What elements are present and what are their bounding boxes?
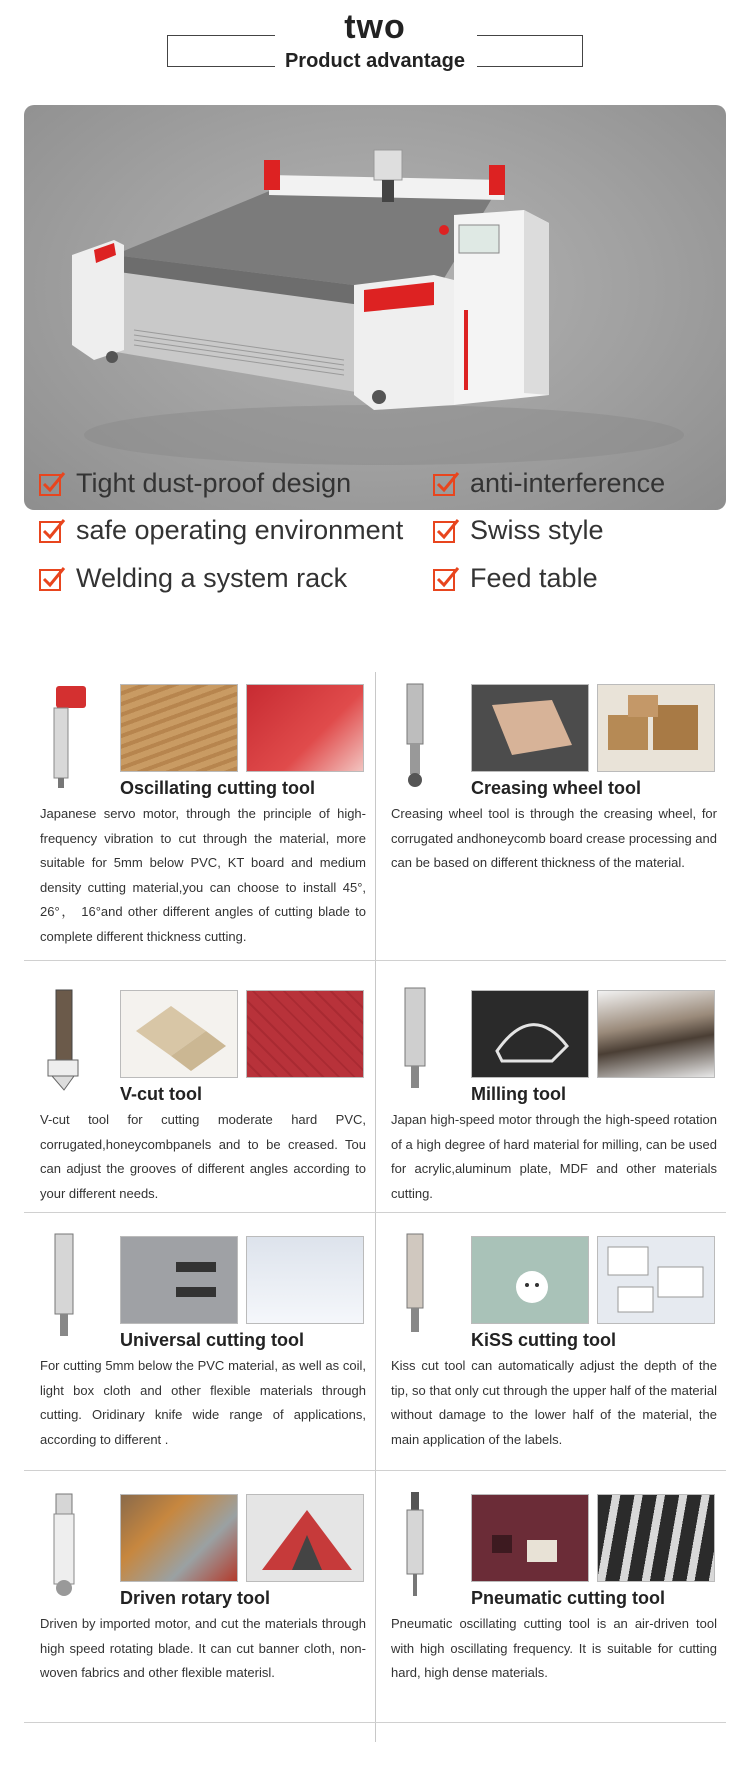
checkbox-check-icon <box>432 564 460 592</box>
checkbox-check-icon <box>432 516 460 544</box>
feature-item <box>38 510 403 550</box>
labels-photo <box>597 1236 715 1324</box>
universal-cutting-tool-image <box>34 1232 94 1342</box>
flexible-film-photo <box>246 1236 364 1324</box>
driven-rotary-tool-image <box>34 1490 94 1600</box>
feature-item <box>432 510 604 550</box>
tool-title: V-cut tool <box>120 1084 202 1104</box>
tool-title: Milling tool <box>471 1084 566 1104</box>
kiss-cutting-tool-image <box>385 1232 445 1342</box>
checkbox-check-icon <box>38 469 66 497</box>
carton-boxes-photo <box>597 684 715 772</box>
feature-label: Swiss style <box>470 514 604 545</box>
tool-title: Oscillating cutting tool <box>120 778 315 798</box>
tool-title: Creasing wheel tool <box>471 778 642 798</box>
feature-label: Tight dust-proof design <box>76 467 352 498</box>
corrugated-board-photo <box>120 684 238 772</box>
tool-description: Kiss cut tool can automatically adjust the depth of the tip, so that only cut through the upper half of the material without damage to the lower half of the material, the main application of the labels. <box>391 1358 717 1447</box>
feature-label: anti-interference <box>470 467 666 498</box>
tool-title: KiSS cutting tool <box>471 1330 616 1350</box>
row-divider <box>24 1470 726 1471</box>
tool-description: V-cut tool for cutting moderate hard PVC, corrugated,honeycombpanels and to be creased. Tou can adjust the grooves of different angles according to your different needs. <box>40 1112 366 1201</box>
feature-label: Feed table <box>470 562 598 593</box>
row-divider <box>24 960 726 961</box>
tent-photo <box>246 1494 364 1582</box>
feature-item <box>38 463 351 503</box>
feature-item <box>432 463 665 503</box>
honeycomb-panel-photo <box>120 990 238 1078</box>
section-number: two <box>344 8 406 46</box>
v-cut-tool-image <box>34 986 94 1096</box>
car-sticker-photo <box>471 1236 589 1324</box>
hard-sheets-photo <box>597 990 715 1078</box>
grooved-felt-photo <box>246 990 364 1078</box>
pvc-sheet-photo <box>120 1236 238 1324</box>
feature-item <box>432 558 598 598</box>
row-divider <box>24 1212 726 1213</box>
row-divider <box>24 1722 726 1723</box>
tool-title: Universal cutting tool <box>120 1330 305 1350</box>
oscillating-tool-image <box>34 680 94 790</box>
hard-dense-material-photo <box>471 1494 589 1582</box>
feature-item <box>38 558 347 598</box>
checkbox-check-icon <box>38 564 66 592</box>
section-subtitle: Product advantage <box>284 50 466 72</box>
tool-title: Driven rotary tool <box>120 1588 271 1608</box>
checkbox-check-icon <box>38 516 66 544</box>
cutting-machine-image <box>24 105 726 510</box>
tool-description: Driven by imported motor, and cut the materials through high speed rotating blade. It can cut banner cloth, non-woven fabrics and other flexible materisl. <box>40 1616 366 1680</box>
tool-description: Pneumatic oscillating cutting tool is an air-driven tool with high oscillating frequency. It is suitable for cutting hard, high dense materials. <box>391 1616 717 1680</box>
fabric-rolls-photo <box>120 1494 238 1582</box>
feature-label: safe operating environment <box>76 514 404 545</box>
tool-description: Japan high-speed motor through the high-speed rotation of a high degree of hard material for milling, can be used for acrylic,aluminum plate, MDF and other materials cutting. <box>391 1112 717 1201</box>
creasing-wheel-tool-image <box>385 680 445 790</box>
section-header <box>0 0 750 80</box>
tool-description: Creasing wheel tool is through the creasing wheel, for corrugated andhoneycomb board crease processing and can be based on different thickness of the material. <box>391 806 717 870</box>
column-divider <box>375 672 376 1742</box>
milling-tool-image <box>385 986 445 1096</box>
acrylic-part-photo <box>471 990 589 1078</box>
felt-strips-photo <box>597 1494 715 1582</box>
tool-title: Pneumatic cutting tool <box>471 1588 666 1608</box>
tool-description: Japanese servo motor, through the principle of high-frequency vibration to cut through the material, more suitable for 5mm below PVC, KT board and medium density cutting material,you can choose to install 45°, 26°， 16°and other different angles of cutting blade to complete different thickness cutting. <box>40 806 366 944</box>
pneumatic-cutting-tool-image <box>385 1490 445 1600</box>
tool-description: For cutting 5mm below the PVC material, as well as coil, light box cloth and other flexible materials through cutting. Oridinary knife wide range of applications, according to different . <box>40 1358 366 1447</box>
feature-label: Welding a system rack <box>76 562 348 593</box>
crease-board-photo <box>471 684 589 772</box>
printed-board-photo <box>246 684 364 772</box>
checkbox-check-icon <box>432 469 460 497</box>
